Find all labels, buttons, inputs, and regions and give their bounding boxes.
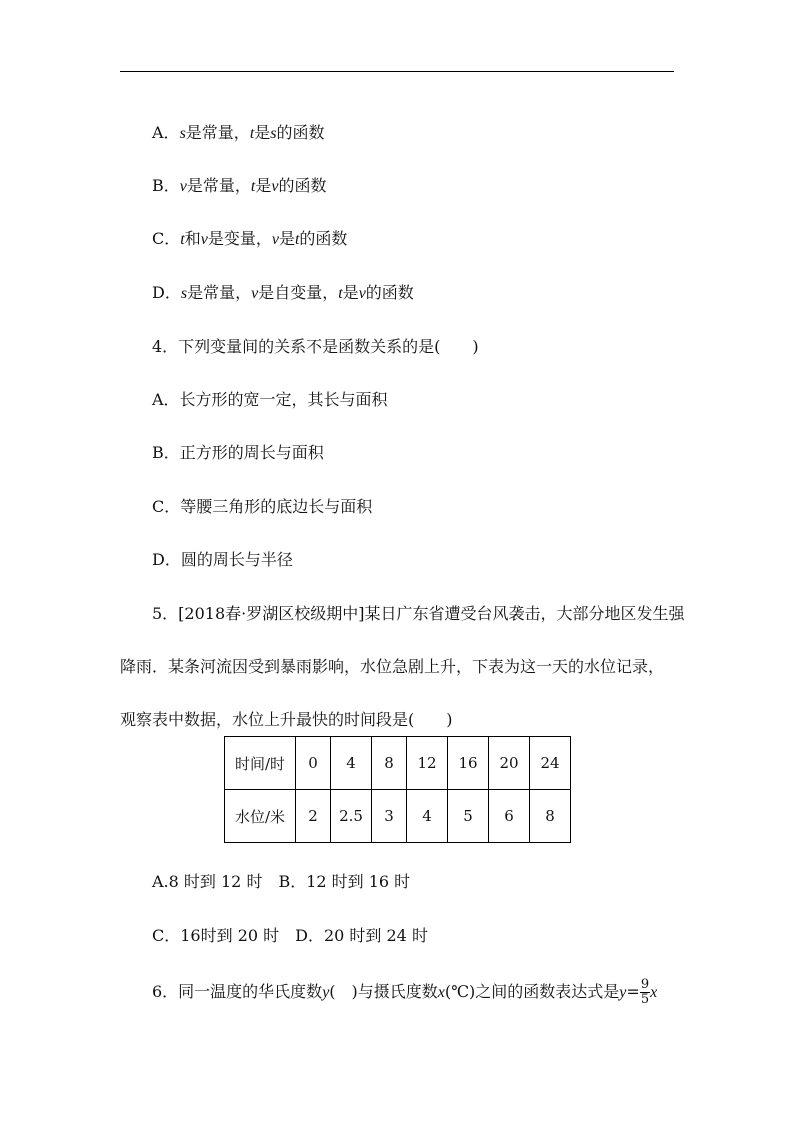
q3-option-a: A．s是常量，t是s的函数 (152, 123, 325, 142)
time-cell: 12 (407, 737, 448, 790)
table-row-level (225, 790, 571, 843)
level-cell: 8 (530, 790, 571, 843)
time-cell: 8 (372, 737, 407, 790)
q4-option-d: D．圆的周长与半径 (152, 550, 293, 569)
level-cell: 4 (407, 790, 448, 843)
table-row-time (225, 737, 571, 790)
q4-stem: 4．下列变量间的关系不是函数关系的是( ) (152, 337, 479, 356)
fraction: $\frac{9}{5}$ (640, 977, 650, 1007)
q5-stem-line2: 降雨．某条河流因受到暴雨影响，水位急剧上升，下表为这一天的水位记录， (120, 657, 665, 676)
q3-option-d: D．s是常量，v是自变量，t是v的函数 (152, 283, 414, 302)
level-cell: 2.5 (331, 790, 372, 843)
q5-options-line1: A.8 时到 12 时 B．12 时到 16 时 (152, 872, 411, 891)
q5-stem-line1: 5．[2018春·罗湖区校级期中]某日广东省遭受台风袭击，大部分地区发生强 (152, 604, 685, 623)
time-cell: 16 (448, 737, 489, 790)
row-header-time: 时间/时 (225, 737, 296, 790)
water-level-table (224, 736, 571, 843)
level-cell: 2 (296, 790, 331, 843)
header-rule (120, 71, 674, 72)
time-cell: 24 (530, 737, 571, 790)
q4-option-c: C．等腰三角形的底边长与面积 (152, 497, 373, 516)
time-cell: 4 (331, 737, 372, 790)
time-cell: 20 (489, 737, 530, 790)
time-cell: 0 (296, 737, 331, 790)
level-cell: 5 (448, 790, 489, 843)
row-header-level: 水位/米 (225, 790, 296, 843)
q3-option-c: C．t和v是变量，v是t的函数 (152, 229, 348, 248)
level-cell: 3 (372, 790, 407, 843)
q3-option-b: B．v是常量，t是v的函数 (152, 176, 327, 195)
q5-stem-line3: 观察表中数据，水位上升最快的时间段是( ) (120, 710, 453, 729)
q5-options-line2: C．16时到 20 时 D．20 时到 24 时 (152, 926, 428, 945)
q4-option-a: A．长方形的宽一定，其长与面积 (152, 390, 388, 409)
q4-option-b: B．正方形的周长与面积 (152, 443, 324, 462)
q6-stem: 6．同一温度的华氏度数y( )与摄氏度数x(℃)之间的函数表达式是y= $\frac{9}{5}$ x (152, 977, 658, 1007)
level-cell: 6 (489, 790, 530, 843)
